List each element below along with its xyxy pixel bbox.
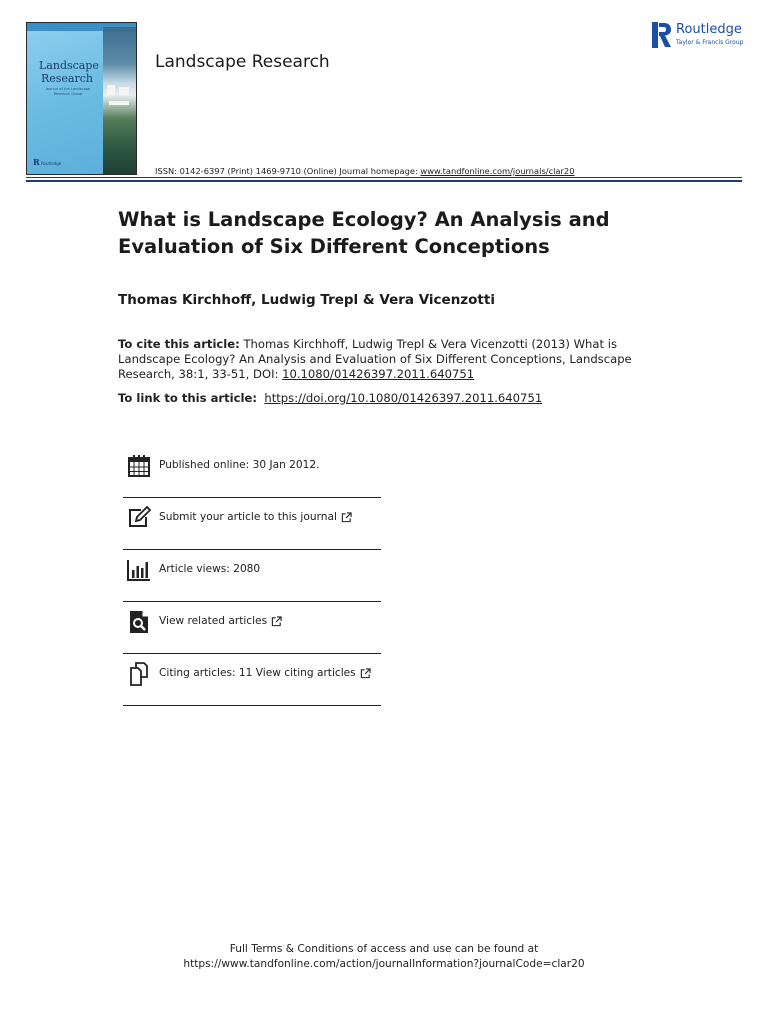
external-link-icon [360, 668, 371, 679]
citing-articles-label: Citing articles: 11 View citing articles [159, 667, 356, 679]
terms-text: Full Terms & Conditions of access and use can be found at [229, 943, 539, 955]
terms-url[interactable]: https://www.tandfonline.com/action/journalInformation?journalCode=clar20 [183, 958, 585, 970]
journal-cover-image [26, 22, 137, 175]
citation-text: Thomas Kirchhoff, Ludwig Trepl & Vera Vicenzotti (2013) What is Landscape Ecology? An Analysis and Evaluation of Six Different Conceptions, Landscape Research, 38:1, 33-51, DOI: [118, 337, 632, 381]
issn-line [155, 166, 575, 176]
article-views-row [123, 550, 381, 602]
citation-label: To cite this article: [118, 337, 240, 351]
edit-icon [127, 506, 151, 530]
publisher-logo[interactable] [652, 22, 748, 50]
terms-footer [0, 942, 768, 972]
bar-chart-icon [127, 558, 151, 582]
header-divider-thin [26, 177, 742, 178]
cover-publisher-logo: R Routledge [33, 157, 62, 167]
related-articles-link[interactable] [159, 615, 282, 627]
related-articles-label: View related articles [159, 615, 268, 627]
article-views: Article views: 2080 [159, 563, 261, 575]
article-link-line [118, 391, 542, 405]
journal-name: Landscape Research [155, 52, 330, 72]
citation-block [118, 337, 658, 382]
journal-homepage-link[interactable]: www.tandfonline.com/journals/clar20 [420, 166, 575, 176]
article-link-label: To link to this article: [118, 391, 257, 405]
cover-photo-strip [103, 27, 137, 175]
document-search-icon [127, 610, 151, 634]
cover-subtitle: Journal of the Landscape Research Group [45, 87, 91, 96]
header-divider [26, 180, 742, 182]
submit-article-row[interactable] [123, 498, 381, 550]
citing-articles-link[interactable] [159, 667, 371, 679]
article-authors: Thomas Kirchhoff, Ludwig Trepl & Vera Vicenzotti [118, 292, 495, 308]
external-link-icon [341, 512, 352, 523]
published-date: Published online: 30 Jan 2012. [159, 459, 320, 471]
routledge-r-icon [652, 22, 672, 48]
article-metrics-list [123, 446, 381, 706]
publisher-subname: Taylor & Francis Group [676, 39, 744, 46]
submit-article-link[interactable] [159, 511, 352, 523]
copy-documents-icon [127, 662, 151, 686]
calendar-icon [127, 454, 151, 478]
cover-journal-title: Landscape Research [39, 59, 99, 85]
external-link-icon [271, 616, 282, 627]
related-articles-row[interactable] [123, 602, 381, 654]
citing-articles-row[interactable] [123, 654, 381, 706]
publisher-name: Routledge [676, 22, 742, 37]
issn-text: ISSN: 0142-6397 (Print) 1469-9710 (Online) Journal homepage: [155, 166, 421, 176]
article-title: What is Landscape Ecology? An Analysis and Evaluation of Six Different Conceptions [118, 208, 610, 258]
submit-article-label: Submit your article to this journal [159, 511, 337, 523]
article-doi-link[interactable]: https://doi.org/10.1080/01426397.2011.640751 [264, 391, 543, 405]
citation-doi-link[interactable]: 10.1080/01426397.2011.640751 [282, 367, 475, 381]
cover-publisher-name: Routledge [40, 161, 62, 166]
published-online-row [123, 446, 381, 498]
